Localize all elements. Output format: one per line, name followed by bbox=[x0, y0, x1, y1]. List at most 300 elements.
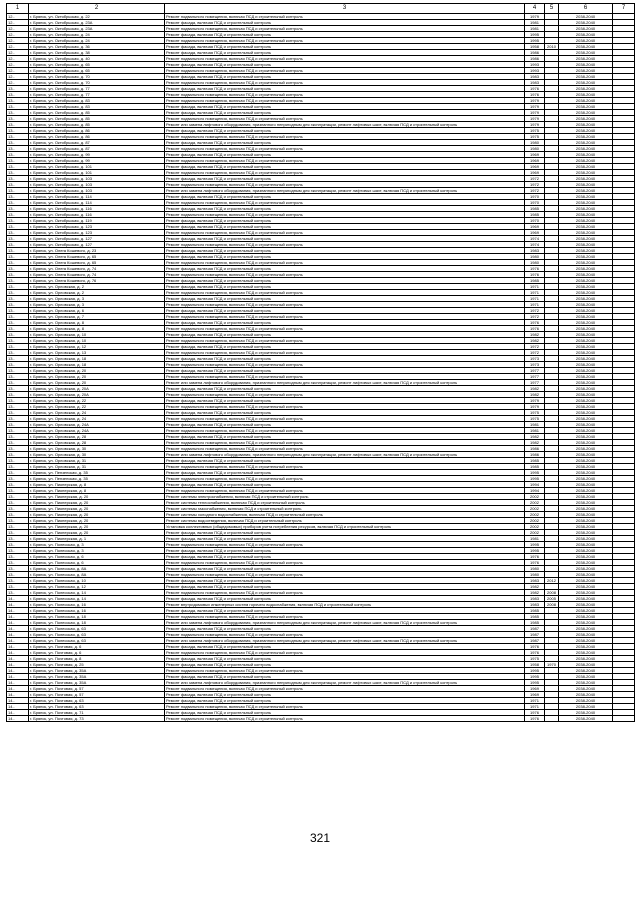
address-cell: г. Брянск, ул. Пионерская, д. 8 bbox=[29, 482, 165, 488]
work-type-cell: Ремонт подвального помещения, включая ПСД и строительный контроль bbox=[165, 542, 525, 548]
build-year-cell: 1977 bbox=[525, 374, 545, 380]
row-number-cell: 13.. bbox=[7, 506, 29, 512]
build-year-cell: 2002 bbox=[525, 518, 545, 524]
planned-period-cell: 2038-2040 bbox=[559, 470, 613, 476]
column-header-1: 1 bbox=[7, 4, 29, 14]
planned-period-cell: 2038-2040 bbox=[559, 710, 613, 716]
planned-period-cell: 2038-2040 bbox=[559, 128, 613, 134]
build-year-cell: 1994 bbox=[525, 482, 545, 488]
build-year-cell: 1985 bbox=[525, 278, 545, 284]
build-year-cell: 1958 bbox=[525, 44, 545, 50]
work-type-cell: Ремонт фасада, включая ПСД и строительный контроль bbox=[165, 458, 525, 464]
build-year-cell: 1974 bbox=[525, 236, 545, 242]
work-type-cell: Ремонт фасада, включая ПСД и строительный контроль bbox=[165, 308, 525, 314]
address-cell: г. Брянск, ул. Орловская, д. 2 bbox=[29, 290, 165, 296]
last-repair-year-cell bbox=[545, 716, 559, 722]
address-cell: г. Брянск, ул. Почтовая, д. 73 bbox=[29, 716, 165, 722]
row-number-cell: 13.. bbox=[7, 332, 29, 338]
row-number-cell: 12.. bbox=[7, 80, 29, 86]
address-cell: г. Брянск, ул. Пензенская, д. 35 bbox=[29, 476, 165, 482]
column-header-5: 5 bbox=[545, 4, 559, 14]
work-type-cell: Ремонт фасада, включая ПСД и строительный контроль bbox=[165, 248, 525, 254]
planned-period-cell: 2038-2040 bbox=[559, 398, 613, 404]
row-number-cell: 14.. bbox=[7, 710, 29, 716]
build-year-cell: 1983 bbox=[525, 602, 545, 608]
work-type-cell: Ремонт подвального помещения, включая ПСД и строительный контроль bbox=[165, 326, 525, 332]
build-year-cell: 1976 bbox=[525, 644, 545, 650]
planned-period-cell: 2038-2040 bbox=[559, 260, 613, 266]
build-year-cell: 1969 bbox=[525, 170, 545, 176]
build-year-cell: 1976 bbox=[525, 86, 545, 92]
build-year-cell: 1982 bbox=[525, 434, 545, 440]
work-type-cell: Ремонт подвального помещения, включая ПСД и строительный контроль bbox=[165, 440, 525, 446]
build-year-cell: 1982 bbox=[525, 338, 545, 344]
work-type-cell: Ремонт системы водоотведения, включая ПСД и строительный контроль bbox=[165, 518, 525, 524]
work-type-cell: Ремонт фасада, включая ПСД и строительный контроль bbox=[165, 224, 525, 230]
work-type-cell: Ремонт фасада, включая ПСД и строительный контроль bbox=[165, 674, 525, 680]
work-type-cell: Ремонт подвального помещения, включая ПСД и строительный контроль bbox=[165, 200, 525, 206]
address-cell: г. Брянск, ул. Октябрьская, д. 116 bbox=[29, 212, 165, 218]
build-year-cell: 1985 bbox=[525, 212, 545, 218]
address-cell: г. Брянск, ул. Орловская, д. 31 bbox=[29, 458, 165, 464]
address-cell: г. Брянск, ул. Октябрьская, д. 101 bbox=[29, 164, 165, 170]
row-number-cell: 13.. bbox=[7, 122, 29, 128]
address-cell: г. Брянск, ул. Пионерская, д. 1 bbox=[29, 536, 165, 542]
build-year-cell: 1971 bbox=[525, 704, 545, 710]
work-type-cell: Ремонт фасада, включая ПСД и строительный контроль bbox=[165, 236, 525, 242]
row-number-cell: 12.. bbox=[7, 44, 29, 50]
work-type-cell: Ремонт или замена лифтового оборудования, признанного непригодным для эксплуатации, ремонт лифтовых шахт, включая ПСД и строительный контроль bbox=[165, 620, 525, 626]
address-cell: г. Брянск, ул. Октябрьская, д. 38 bbox=[29, 50, 165, 56]
row-number-cell: 13.. bbox=[7, 110, 29, 116]
page-number: 321 bbox=[309, 831, 331, 845]
work-type-cell: Ремонт внутридомовых инженерных систем горячего водоснабжения, включая ПСД и строительный контроль bbox=[165, 602, 525, 608]
build-year-cell: 1970 bbox=[525, 194, 545, 200]
build-year-cell: 1969 bbox=[525, 224, 545, 230]
build-year-cell: 1986 bbox=[525, 446, 545, 452]
work-type-cell: Ремонт подвального помещения, включая ПСД и строительный контроль bbox=[165, 170, 525, 176]
work-type-cell: Ремонт фасада, включая ПСД и строительный контроль bbox=[165, 626, 525, 632]
planned-period-cell: 2038-2040 bbox=[559, 320, 613, 326]
row-number-cell: 12.. bbox=[7, 32, 29, 38]
address-cell: г. Брянск, ул. Орловская, д. 3 bbox=[29, 296, 165, 302]
row-number-cell: 13.. bbox=[7, 284, 29, 290]
row-number-cell: 13.. bbox=[7, 560, 29, 566]
row-number-cell: 13.. bbox=[7, 578, 29, 584]
build-year-cell: 1972 bbox=[525, 350, 545, 356]
work-type-cell: Ремонт фасада, включая ПСД и строительный контроль bbox=[165, 368, 525, 374]
build-year-cell: 1985 bbox=[525, 458, 545, 464]
build-year-cell: 1982 bbox=[525, 386, 545, 392]
planned-period-cell: 2038-2040 bbox=[559, 608, 613, 614]
build-year-cell: 1976 bbox=[525, 554, 545, 560]
planned-period-cell: 2038-2040 bbox=[559, 482, 613, 488]
row-number-cell: 13.. bbox=[7, 140, 29, 146]
build-year-cell: 1979 bbox=[525, 14, 545, 20]
planned-period-cell: 2038-2040 bbox=[559, 386, 613, 392]
work-type-cell: Ремонт подвального помещения, включая ПСД и строительный контроль bbox=[165, 290, 525, 296]
build-year-cell: 1995 bbox=[525, 548, 545, 554]
build-year-cell: 1969 bbox=[525, 152, 545, 158]
planned-period-cell: 2038-2040 bbox=[559, 38, 613, 44]
address-cell: г. Брянск, ул. Октябрьская, д. 119 bbox=[29, 218, 165, 224]
row-number-cell: 13.. bbox=[7, 272, 29, 278]
planned-period-cell: 2038-2040 bbox=[559, 44, 613, 50]
planned-period-cell: 2038-2040 bbox=[559, 680, 613, 686]
row-number-cell: 13.. bbox=[7, 128, 29, 134]
work-type-cell: Ремонт подвального помещения, включая ПСД и строительный контроль bbox=[165, 632, 525, 638]
build-year-cell: 1969 bbox=[525, 686, 545, 692]
row-number-cell: 13.. bbox=[7, 326, 29, 332]
address-cell: г. Брянск, ул. Октябрьская, д. 70 bbox=[29, 74, 165, 80]
work-type-cell: Ремонт подвального помещения, включая ПСД и строительный контроль bbox=[165, 428, 525, 434]
address-cell: г. Брянск, ул. Орловская, д. 18 bbox=[29, 356, 165, 362]
planned-period-cell: 2038-2040 bbox=[559, 614, 613, 620]
planned-period-cell: 2038-2040 bbox=[559, 656, 613, 662]
work-type-cell: Ремонт подвального помещения, включая ПСД и строительный контроль bbox=[165, 464, 525, 470]
build-year-cell: 1972 bbox=[525, 182, 545, 188]
work-type-cell: Ремонт фасада, включая ПСД и строительный контроль bbox=[165, 644, 525, 650]
planned-period-cell: 2038-2040 bbox=[559, 422, 613, 428]
address-cell: г. Брянск, ул. Октябрьская, д. 103 bbox=[29, 176, 165, 182]
planned-period-cell: 2038-2040 bbox=[559, 110, 613, 116]
work-type-cell: Ремонт фасада, включая ПСД и строительный контроль bbox=[165, 50, 525, 56]
row-number-cell: 13.. bbox=[7, 224, 29, 230]
work-type-cell: Ремонт фасада, включая ПСД и строительный контроль bbox=[165, 44, 525, 50]
column-header-2: 2 bbox=[29, 4, 165, 14]
row-number-cell: 12.. bbox=[7, 38, 29, 44]
address-cell: г. Брянск, ул. Олега Кошевого, д. 23 bbox=[29, 248, 165, 254]
row-number-cell: 13.. bbox=[7, 386, 29, 392]
work-type-cell: Ремонт подвального помещения, включая ПСД и строительный контроль bbox=[165, 98, 525, 104]
planned-period-cell: 2038-2040 bbox=[559, 440, 613, 446]
build-year-cell: 1972 bbox=[525, 344, 545, 350]
planned-period-cell: 2038-2040 bbox=[559, 176, 613, 182]
row-number-cell: 13.. bbox=[7, 374, 29, 380]
row-number-cell: 14.. bbox=[7, 644, 29, 650]
work-type-cell: Ремонт подвального помещения, включая ПСД и строительный контроль bbox=[165, 212, 525, 218]
row-number-cell: 14.. bbox=[7, 698, 29, 704]
address-cell: г. Брянск, ул. Октябрьская, д. 77 bbox=[29, 92, 165, 98]
address-cell: г. Брянск, ул. Орловская, д. 30 bbox=[29, 446, 165, 452]
work-type-cell: Ремонт подвального помещения, включая ПСД и строительный контроль bbox=[165, 302, 525, 308]
row-number-cell: 13.. bbox=[7, 554, 29, 560]
planned-period-cell: 2038-2040 bbox=[559, 524, 613, 530]
planned-period-cell: 2038-2040 bbox=[559, 74, 613, 80]
work-type-cell: Ремонт или замена лифтового оборудования, признанного непригодным для эксплуатации, ремонт лифтовых шахт, включая ПСД и строительный контроль bbox=[165, 188, 525, 194]
build-year-cell: 1982 bbox=[525, 584, 545, 590]
build-year-cell: 1976 bbox=[525, 272, 545, 278]
column-header-7: 7 bbox=[613, 4, 635, 14]
work-type-cell: Ремонт фасада, включая ПСД и строительный контроль bbox=[165, 398, 525, 404]
build-year-cell: 1977 bbox=[525, 380, 545, 386]
build-year-cell: 1985 bbox=[525, 608, 545, 614]
row-number-cell: 13.. bbox=[7, 512, 29, 518]
row-number-cell: 13.. bbox=[7, 416, 29, 422]
planned-period-cell: 2038-2040 bbox=[559, 512, 613, 518]
planned-period-cell: 2038-2040 bbox=[559, 686, 613, 692]
row-number-cell: 14.. bbox=[7, 626, 29, 632]
address-cell: г. Брянск, ул. Пионерская, д. 20 bbox=[29, 512, 165, 518]
address-cell: г. Брянск, ул. Полесская, д. 10 bbox=[29, 578, 165, 584]
row-number-cell: 13.. bbox=[7, 296, 29, 302]
address-cell: г. Брянск, ул. Орловская, д. 22 bbox=[29, 404, 165, 410]
row-number-cell: 13.. bbox=[7, 428, 29, 434]
build-year-cell: 1973 bbox=[525, 356, 545, 362]
planned-period-cell: 2038-2040 bbox=[559, 410, 613, 416]
planned-period-cell: 2038-2040 bbox=[559, 596, 613, 602]
work-type-cell: Ремонт подвального помещения, включая ПСД и строительный контроль bbox=[165, 560, 525, 566]
extra-cell bbox=[613, 716, 635, 722]
work-type-cell: Ремонт фасада, включая ПСД и строительный контроль bbox=[165, 656, 525, 662]
last-repair-year-cell: 2010 bbox=[545, 44, 559, 50]
work-type-cell: Ремонт подвального помещения, включая ПСД и строительный контроль bbox=[165, 716, 525, 722]
row-number-cell: 13.. bbox=[7, 92, 29, 98]
address-cell: г. Брянск, ул. Октябрьская, д. 123 bbox=[29, 230, 165, 236]
build-year-cell: 1975 bbox=[525, 134, 545, 140]
build-year-cell: 1976 bbox=[525, 92, 545, 98]
address-cell: г. Брянск, ул. Октябрьская, д. 127 bbox=[29, 236, 165, 242]
build-year-cell: 1985 bbox=[525, 464, 545, 470]
row-number-cell: 13.. bbox=[7, 482, 29, 488]
work-type-cell: Ремонт подвального помещения, включая ПСД и строительный контроль bbox=[165, 272, 525, 278]
work-type-cell: Ремонт подвального помещения, включая ПСД и строительный контроль bbox=[165, 158, 525, 164]
work-type-cell: Ремонт фасада, включая ПСД и строительный контроль bbox=[165, 584, 525, 590]
work-type-cell: Ремонт фасада, включая ПСД и строительный контроль bbox=[165, 104, 525, 110]
planned-period-cell: 2038-2040 bbox=[559, 644, 613, 650]
address-cell: г. Брянск, ул. Октябрьская, д. 99 bbox=[29, 152, 165, 158]
work-type-cell: Ремонт подвального помещения, включая ПСД и строительный контроль bbox=[165, 182, 525, 188]
address-cell: г. Брянск, ул. Пионерская, д. 8 bbox=[29, 488, 165, 494]
planned-period-cell: 2038-2040 bbox=[559, 218, 613, 224]
work-type-cell: Ремонт подвального помещения, включая ПСД и строительный контроль bbox=[165, 338, 525, 344]
planned-period-cell: 2038-2040 bbox=[559, 20, 613, 26]
planned-period-cell: 2038-2040 bbox=[559, 368, 613, 374]
address-cell: г. Брянск, ул. Олега Кошевого, д. 65 bbox=[29, 254, 165, 260]
column-header-4: 4 bbox=[525, 4, 545, 14]
row-number-cell: 13.. bbox=[7, 476, 29, 482]
address-cell: г. Брянск, ул. Октябрьская, д. 70 bbox=[29, 80, 165, 86]
build-year-cell: 1981 bbox=[525, 26, 545, 32]
address-cell: г. Брянск, ул. Орловская, д. 2 bbox=[29, 284, 165, 290]
work-type-cell: Ремонт фасада, включая ПСД и строительный контроль bbox=[165, 344, 525, 350]
column-header-6: 6 bbox=[559, 4, 613, 14]
build-year-cell: 1975 bbox=[525, 656, 545, 662]
build-year-cell: 1971 bbox=[525, 290, 545, 296]
row-number-cell: 13.. bbox=[7, 470, 29, 476]
work-type-cell: Ремонт подвального помещения, включая ПСД и строительный контроль bbox=[165, 476, 525, 482]
row-number-cell: 13.. bbox=[7, 530, 29, 536]
address-cell: г. Брянск, ул. Пионерская, д. 20 bbox=[29, 524, 165, 530]
planned-period-cell: 2038-2040 bbox=[559, 344, 613, 350]
build-year-cell: 1980 bbox=[525, 572, 545, 578]
build-year-cell: 1987 bbox=[525, 638, 545, 644]
planned-period-cell: 2038-2040 bbox=[559, 506, 613, 512]
row-number-cell: 13.. bbox=[7, 308, 29, 314]
row-number-cell: 13.. bbox=[7, 104, 29, 110]
row-number-cell: 13.. bbox=[7, 248, 29, 254]
build-year-cell: 1979 bbox=[525, 398, 545, 404]
planned-period-cell: 2038-2040 bbox=[559, 164, 613, 170]
work-type-cell: Ремонт фасада, включая ПСД и строительный контроль bbox=[165, 152, 525, 158]
build-year-cell: 1979 bbox=[525, 404, 545, 410]
planned-period-cell: 2038-2040 bbox=[559, 272, 613, 278]
planned-period-cell: 2038-2040 bbox=[559, 590, 613, 596]
planned-period-cell: 2038-2040 bbox=[559, 170, 613, 176]
row-number-cell: 13.. bbox=[7, 548, 29, 554]
planned-period-cell: 2038-2040 bbox=[559, 692, 613, 698]
row-number-cell: 14.. bbox=[7, 668, 29, 674]
row-number-cell: 13.. bbox=[7, 464, 29, 470]
planned-period-cell: 2038-2040 bbox=[559, 92, 613, 98]
build-year-cell: 1976 bbox=[525, 320, 545, 326]
build-year-cell: 1995 bbox=[525, 470, 545, 476]
address-cell: г. Брянск, ул. Орловская, д. 18 bbox=[29, 362, 165, 368]
address-cell: г. Брянск, ул. Орловская, д. 8 bbox=[29, 326, 165, 332]
work-type-cell: Ремонт фасада, включая ПСД и строительный контроль bbox=[165, 356, 525, 362]
planned-period-cell: 2038-2040 bbox=[559, 80, 613, 86]
row-number-cell: 13.. bbox=[7, 176, 29, 182]
planned-period-cell: 2038-2040 bbox=[559, 122, 613, 128]
row-number-cell: 13.. bbox=[7, 410, 29, 416]
planned-period-cell: 2038-2040 bbox=[559, 104, 613, 110]
build-year-cell: 2002 bbox=[525, 530, 545, 536]
row-number-cell: 13.. bbox=[7, 404, 29, 410]
work-type-cell: Ремонт фасада, включая ПСД и строительный контроль bbox=[165, 710, 525, 716]
build-year-cell: 1971 bbox=[525, 296, 545, 302]
build-year-cell: 1976 bbox=[525, 326, 545, 332]
work-type-cell: Установка коллективных (общедомовых) приборов учета потребления ресурсов, включая ПСД и строительный контроль bbox=[165, 524, 525, 530]
address-cell: г. Брянск, ул. Октябрьская, д. 116 bbox=[29, 206, 165, 212]
address-cell: г. Брянск, ул. Октябрьская, д. 22 bbox=[29, 14, 165, 20]
build-year-cell: 1969 bbox=[525, 230, 545, 236]
row-number-cell: 13.. bbox=[7, 458, 29, 464]
work-type-cell: Ремонт подвального помещения, включая ПСД и строительный контроль bbox=[165, 116, 525, 122]
address-cell: г. Брянск, ул. Октябрьская, д. 123 bbox=[29, 224, 165, 230]
row-number-cell: 13.. bbox=[7, 86, 29, 92]
build-year-cell: 1995 bbox=[525, 32, 545, 38]
planned-period-cell: 2038-2040 bbox=[559, 548, 613, 554]
address-cell: г. Брянск, ул. Октябрьская, д. 23А bbox=[29, 20, 165, 26]
build-year-cell: 1969 bbox=[525, 158, 545, 164]
row-number-cell: 14.. bbox=[7, 686, 29, 692]
work-type-cell: Ремонт фасада, включая ПСД и строительный контроль bbox=[165, 20, 525, 26]
planned-period-cell: 2038-2040 bbox=[559, 536, 613, 542]
work-type-cell: Ремонт фасада, включая ПСД и строительный контроль bbox=[165, 698, 525, 704]
address-cell: г. Брянск, ул. Октябрьская, д. 87 bbox=[29, 146, 165, 152]
row-number-cell: 12.. bbox=[7, 14, 29, 20]
last-repair-year-cell: 1970 bbox=[545, 662, 559, 668]
work-type-cell: Ремонт фасада, включая ПСД и строительный контроль bbox=[165, 578, 525, 584]
planned-period-cell: 2038-2040 bbox=[559, 518, 613, 524]
build-year-cell: 1971 bbox=[525, 302, 545, 308]
build-year-cell: 1958 bbox=[525, 662, 545, 668]
work-type-cell: Ремонт фасада, включая ПСД и строительный контроль bbox=[165, 596, 525, 602]
row-number-cell: 13.. bbox=[7, 380, 29, 386]
planned-period-cell: 2038-2040 bbox=[559, 560, 613, 566]
address-cell: г. Брянск, ул. Октябрьская, д. 85 bbox=[29, 110, 165, 116]
planned-period-cell: 2038-2040 bbox=[559, 26, 613, 32]
row-number-cell: 13.. bbox=[7, 278, 29, 284]
planned-period-cell: 2038-2040 bbox=[559, 428, 613, 434]
address-cell: г. Брянск, ул. Полесская, д. 18 bbox=[29, 620, 165, 626]
planned-period-cell: 2038-2040 bbox=[559, 194, 613, 200]
address-cell: г. Брянск, ул. Орловская, д. 8 bbox=[29, 320, 165, 326]
work-type-cell: Ремонт или замена лифтового оборудования, признанного непригодным для эксплуатации, ремонт лифтовых шахт, включая ПСД и строительный контроль bbox=[165, 122, 525, 128]
row-number-cell: 14.. bbox=[7, 650, 29, 656]
work-type-cell: Ремонт фасада, включая ПСД и строительный контроль bbox=[165, 218, 525, 224]
address-cell: г. Брянск, ул. Почтовая, д. 35А bbox=[29, 668, 165, 674]
address-cell: г. Брянск, ул. Орловская, д. 24 bbox=[29, 416, 165, 422]
work-type-cell: Ремонт подвального помещения, включая ПСД и строительный контроль bbox=[165, 374, 525, 380]
build-year-cell: 1995 bbox=[525, 38, 545, 44]
build-year-cell: 1983 bbox=[525, 596, 545, 602]
build-year-cell: 1979 bbox=[525, 98, 545, 104]
planned-period-cell: 2038-2040 bbox=[559, 662, 613, 668]
planned-period-cell: 2038-2040 bbox=[559, 242, 613, 248]
work-type-cell: Ремонт подвального помещения, включая ПСД и строительный контроль bbox=[165, 350, 525, 356]
planned-period-cell: 2038-2040 bbox=[559, 56, 613, 62]
build-year-cell: 1981 bbox=[525, 428, 545, 434]
build-year-cell: 1983 bbox=[525, 578, 545, 584]
address-cell: г. Брянск, ул. Полесская, д. 16 bbox=[29, 602, 165, 608]
build-year-cell: 1995 bbox=[525, 674, 545, 680]
work-type-cell: Ремонт фасада, включая ПСД и строительный контроль bbox=[165, 566, 525, 572]
row-number-cell: 13.. bbox=[7, 212, 29, 218]
work-type-cell: Ремонт подвального помещения, включая ПСД и строительный контроль bbox=[165, 56, 525, 62]
build-year-cell: 1982 bbox=[525, 590, 545, 596]
planned-period-cell: 2038-2040 bbox=[559, 200, 613, 206]
build-year-cell: 1995 bbox=[525, 542, 545, 548]
column-header-3: 3 bbox=[165, 4, 525, 14]
row-number-cell: 13.. bbox=[7, 236, 29, 242]
address-cell: г. Брянск, ул. Октябрьская, д. 86 bbox=[29, 134, 165, 140]
row-number-cell: 13.. bbox=[7, 302, 29, 308]
address-cell: г. Брянск, ул. Почтовая, д. 35А bbox=[29, 674, 165, 680]
build-year-cell: 1980 bbox=[525, 566, 545, 572]
address-cell: г. Брянск, ул. Орловская, д. 20 bbox=[29, 374, 165, 380]
planned-period-cell: 2038-2040 bbox=[559, 674, 613, 680]
planned-period-cell: 2038-2040 bbox=[559, 236, 613, 242]
row-number-cell: 13.. bbox=[7, 182, 29, 188]
row-number-cell: 13.. bbox=[7, 356, 29, 362]
build-year-cell: 1979 bbox=[525, 122, 545, 128]
build-year-cell: 2002 bbox=[525, 506, 545, 512]
address-cell: г. Брянск, ул. Орловская, д. 7 bbox=[29, 314, 165, 320]
address-cell: г. Брянск, ул. Октябрьская, д. 99 bbox=[29, 158, 165, 164]
work-type-cell: Ремонт подвального помещения, включая ПСД и строительный контроль bbox=[165, 650, 525, 656]
build-year-cell: 1969 bbox=[525, 164, 545, 170]
work-type-cell: Ремонт подвального помещения, включая ПСД и строительный контроль bbox=[165, 14, 525, 20]
planned-period-cell: 2038-2040 bbox=[559, 266, 613, 272]
address-cell: г. Брянск, ул. Почтовая, д. 25 bbox=[29, 662, 165, 668]
address-cell: г. Брянск, ул. Почтовая, д. 6 bbox=[29, 644, 165, 650]
row-number-cell: 13.. bbox=[7, 362, 29, 368]
work-type-cell: Ремонт фасада, включая ПСД и строительный контроль bbox=[165, 62, 525, 68]
planned-period-cell: 2038-2040 bbox=[559, 338, 613, 344]
work-type-cell: Ремонт подвального помещения, включая ПСД и строительный контроль bbox=[165, 80, 525, 86]
planned-period-cell: 2038-2040 bbox=[559, 290, 613, 296]
build-year-cell: 1980 bbox=[525, 254, 545, 260]
row-number-cell: 13.. bbox=[7, 254, 29, 260]
work-type-cell: Ремонт фасада, включая ПСД и строительный контроль bbox=[165, 284, 525, 290]
build-year-cell: 1981 bbox=[525, 20, 545, 26]
work-type-cell: Ремонт фасада, включая ПСД и строительный контроль bbox=[165, 254, 525, 260]
planned-period-cell: 2038-2040 bbox=[559, 476, 613, 482]
planned-period-cell: 2038-2040 bbox=[559, 116, 613, 122]
row-number-cell: 13.. bbox=[7, 194, 29, 200]
build-year-cell: 1973 bbox=[525, 362, 545, 368]
